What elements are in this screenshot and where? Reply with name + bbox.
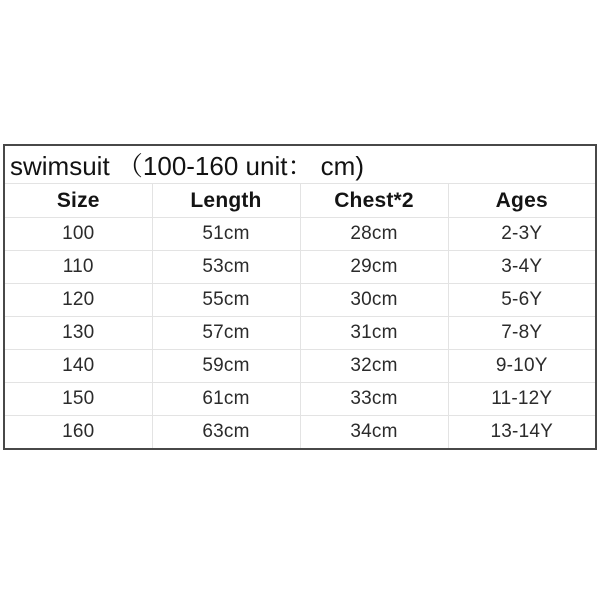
chart-title: swimsuit （100-160 unit： cm) bbox=[4, 145, 596, 184]
cell-size: 130 bbox=[4, 317, 152, 350]
cell-length: 51cm bbox=[152, 218, 300, 251]
table-row bbox=[4, 350, 596, 383]
cell-ages: 9-10Y bbox=[448, 350, 596, 383]
cell-size: 160 bbox=[4, 416, 152, 449]
cell-length: 57cm bbox=[152, 317, 300, 350]
cell-ages: 11-12Y bbox=[448, 383, 596, 416]
cell-size: 140 bbox=[4, 350, 152, 383]
column-header-chest: Chest*2 bbox=[300, 184, 448, 218]
cell-chest: 32cm bbox=[300, 350, 448, 383]
cell-chest: 28cm bbox=[300, 218, 448, 251]
size-chart-table bbox=[3, 144, 597, 450]
table-row bbox=[4, 251, 596, 284]
column-header-ages: Ages bbox=[448, 184, 596, 218]
cell-size: 150 bbox=[4, 383, 152, 416]
column-header-size: Size bbox=[4, 184, 152, 218]
cell-chest: 33cm bbox=[300, 383, 448, 416]
column-header-length: Length bbox=[152, 184, 300, 218]
cell-chest: 34cm bbox=[300, 416, 448, 449]
table-row bbox=[4, 416, 596, 449]
cell-ages: 2-3Y bbox=[448, 218, 596, 251]
cell-ages: 3-4Y bbox=[448, 251, 596, 284]
cell-size: 120 bbox=[4, 284, 152, 317]
cell-ages: 13-14Y bbox=[448, 416, 596, 449]
table-row bbox=[4, 218, 596, 251]
cell-length: 61cm bbox=[152, 383, 300, 416]
cell-chest: 30cm bbox=[300, 284, 448, 317]
cell-ages: 7-8Y bbox=[448, 317, 596, 350]
cell-length: 53cm bbox=[152, 251, 300, 284]
cell-chest: 31cm bbox=[300, 317, 448, 350]
table-row bbox=[4, 317, 596, 350]
cell-length: 63cm bbox=[152, 416, 300, 449]
table-row bbox=[4, 284, 596, 317]
cell-length: 59cm bbox=[152, 350, 300, 383]
header-row bbox=[4, 184, 596, 218]
cell-size: 110 bbox=[4, 251, 152, 284]
table-row bbox=[4, 383, 596, 416]
cell-size: 100 bbox=[4, 218, 152, 251]
cell-chest: 29cm bbox=[300, 251, 448, 284]
title-row bbox=[4, 145, 596, 184]
cell-length: 55cm bbox=[152, 284, 300, 317]
cell-ages: 5-6Y bbox=[448, 284, 596, 317]
